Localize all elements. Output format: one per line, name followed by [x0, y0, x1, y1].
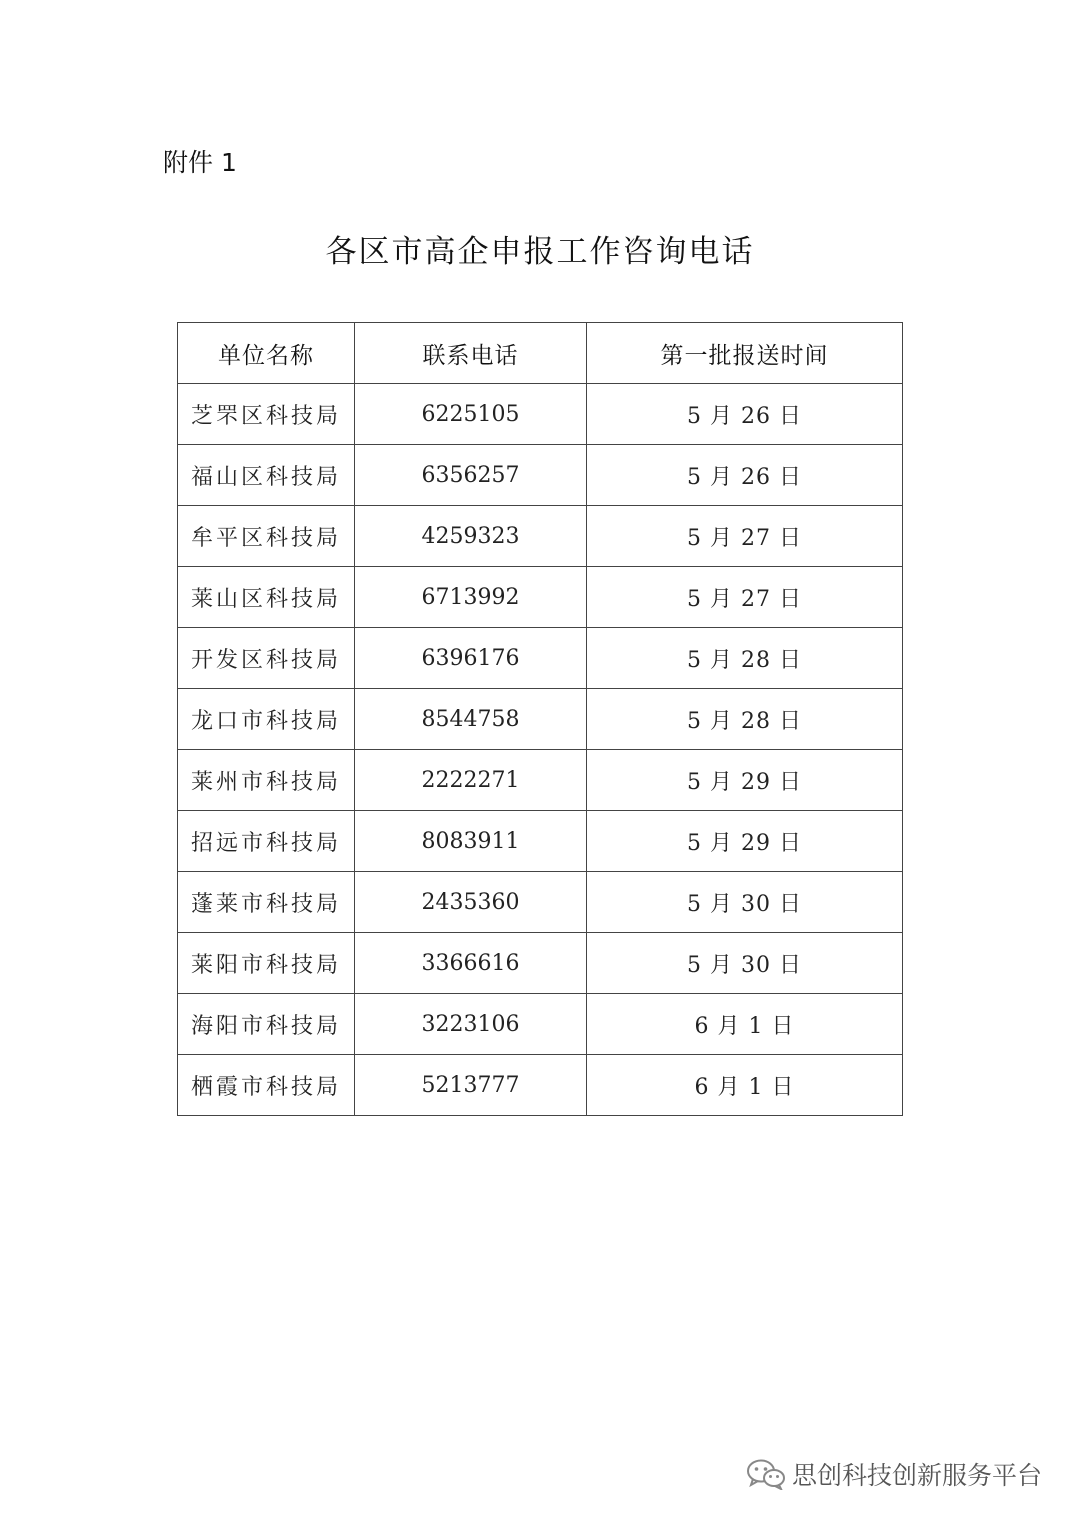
table-row	[178, 811, 903, 872]
cell-phone: 3223106	[355, 994, 587, 1055]
cell-submit-time: 6 月 1 日	[587, 1055, 903, 1116]
cell-phone: 6225105	[355, 384, 587, 445]
cell-phone: 6356257	[355, 445, 587, 506]
cell-phone: 2222271	[355, 750, 587, 811]
watermark-text: 思创科技创新服务平台	[791, 1461, 1042, 1490]
table-row	[178, 872, 903, 933]
cell-unit-name: 栖霞市科技局	[178, 1055, 355, 1116]
cell-unit-name: 招远市科技局	[178, 811, 355, 872]
header-unit-name: 单位名称	[178, 323, 355, 384]
cell-submit-time: 6 月 1 日	[587, 994, 903, 1055]
cell-submit-time: 5 月 30 日	[587, 933, 903, 994]
cell-unit-name: 龙口市科技局	[178, 689, 355, 750]
cell-phone: 3366616	[355, 933, 587, 994]
table-row	[178, 994, 903, 1055]
watermark	[746, 1456, 1042, 1492]
cell-submit-time: 5 月 26 日	[587, 384, 903, 445]
cell-phone: 4259323	[355, 506, 587, 567]
cell-phone: 8544758	[355, 689, 587, 750]
cell-unit-name: 牟平区科技局	[178, 506, 355, 567]
contact-table	[177, 322, 903, 1116]
table-row	[178, 567, 903, 628]
table-row	[178, 384, 903, 445]
table-row	[178, 689, 903, 750]
table-row	[178, 933, 903, 994]
cell-unit-name: 福山区科技局	[178, 445, 355, 506]
cell-submit-time: 5 月 28 日	[587, 628, 903, 689]
cell-phone: 2435360	[355, 872, 587, 933]
cell-phone: 6713992	[355, 567, 587, 628]
cell-submit-time: 5 月 26 日	[587, 445, 903, 506]
wechat-icon	[746, 1458, 786, 1490]
cell-unit-name: 海阳市科技局	[178, 994, 355, 1055]
table-row	[178, 506, 903, 567]
cell-unit-name: 莱阳市科技局	[178, 933, 355, 994]
table-header-row	[178, 323, 903, 384]
cell-submit-time: 5 月 30 日	[587, 872, 903, 933]
cell-unit-name: 莱山区科技局	[178, 567, 355, 628]
header-phone: 联系电话	[355, 323, 587, 384]
document-title: 各区市高企申报工作咨询电话	[325, 234, 755, 270]
cell-submit-time: 5 月 29 日	[587, 811, 903, 872]
cell-submit-time: 5 月 28 日	[587, 689, 903, 750]
header-submit-time: 第一批报送时间	[587, 323, 903, 384]
table-row	[178, 1055, 903, 1116]
cell-phone: 8083911	[355, 811, 587, 872]
cell-submit-time: 5 月 27 日	[587, 567, 903, 628]
cell-unit-name: 莱州市科技局	[178, 750, 355, 811]
cell-phone: 6396176	[355, 628, 587, 689]
table-row	[178, 750, 903, 811]
cell-unit-name: 开发区科技局	[178, 628, 355, 689]
cell-unit-name: 蓬莱市科技局	[178, 872, 355, 933]
cell-submit-time: 5 月 27 日	[587, 506, 903, 567]
cell-submit-time: 5 月 29 日	[587, 750, 903, 811]
table-row	[178, 445, 903, 506]
attachment-label: 附件 1	[163, 148, 237, 177]
cell-unit-name: 芝罘区科技局	[178, 384, 355, 445]
cell-phone: 5213777	[355, 1055, 587, 1116]
table-row	[178, 628, 903, 689]
